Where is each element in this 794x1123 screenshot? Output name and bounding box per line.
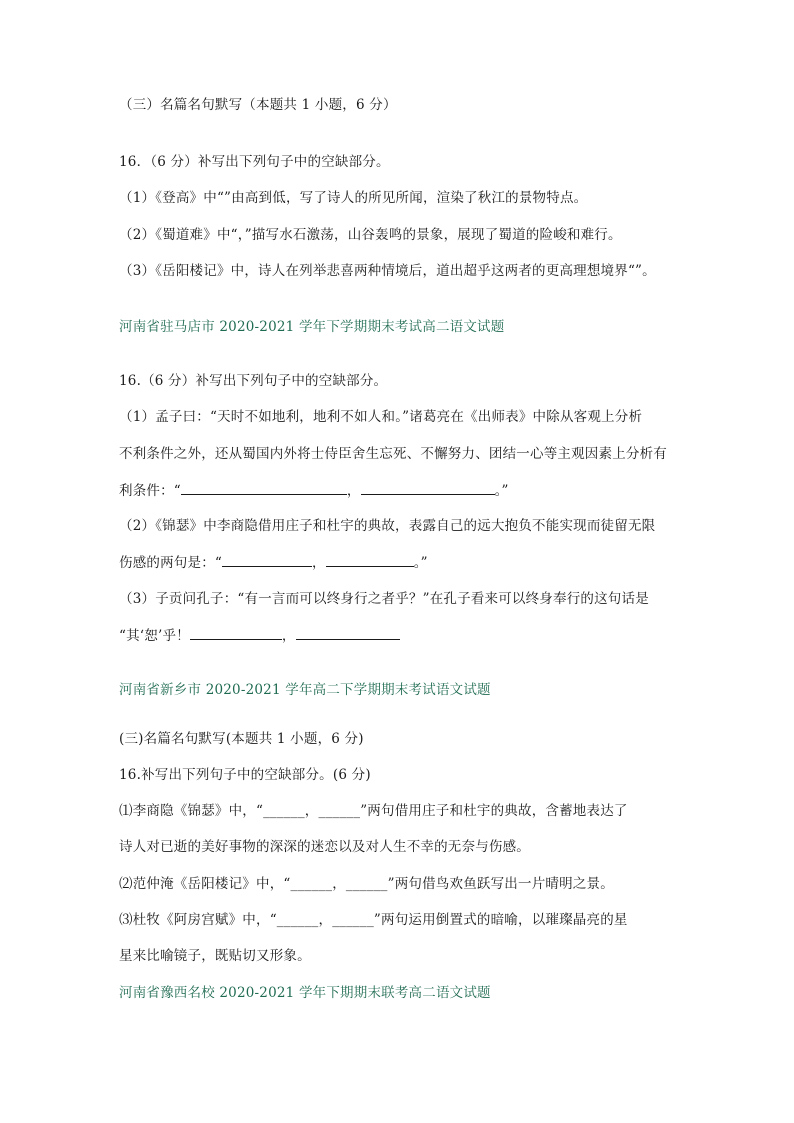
answer-blank[interactable] — [190, 626, 282, 640]
section3-source: 河南省豫西名校 2020-2021 学年下期期末联考高二语文试题 — [119, 985, 491, 1001]
section2-item-2-separator: ， — [312, 555, 326, 571]
answer-blank[interactable] — [222, 553, 312, 567]
section3-item-2: ⑵范仲淹《岳阳楼记》中，“______，______”两句借鸟欢鱼跃写出一片晴明之景。 — [119, 876, 614, 892]
section3-item-3-line-2: 星来比喻镜子，既贴切又形象。 — [119, 948, 311, 964]
answer-blank[interactable] — [181, 481, 347, 495]
section1-item-3: （3）《岳阳楼记》中，诗人在列举悲喜两种情境后，道出超乎这两者的更高理想境界“”。 — [119, 263, 656, 279]
section2-source: 河南省新乡市 2020-2021 学年高二下学期期末考试语文试题 — [119, 682, 491, 698]
section3-item-3-line-1: ⑶杜牧《阿房宫赋》中，“______，______”两句运用倒置式的暗喻，以璀璨晶亮的星 — [119, 912, 628, 928]
section2-item-3-line-1: （3）子贡问孔子：“有一言而可以终身行之者乎？”在孔子看来可以终身奉行的这句话是 — [119, 591, 649, 607]
section3-item-1-line-1: ⑴李商隐《锦瑟》中，“______，______”两句借用庄子和杜宇的典故，含蓄地表达了 — [119, 803, 628, 819]
section2-item-2-prefix: 伤感的两句是：“ — [119, 555, 223, 571]
section2-item-2-suffix: 。” — [413, 555, 428, 571]
answer-blank[interactable] — [361, 481, 495, 495]
section2-item-3-line-2 — [119, 626, 400, 645]
section1-source: 河南省驻马店市 2020-2021 学年下学期期末考试高二语文试题 — [119, 319, 505, 335]
section2-item-1-separator: ， — [346, 483, 361, 499]
section2-item-1-line-3 — [119, 481, 509, 500]
section1-item-1: （1）《登高》中“”由高到低，写了诗人的所见所闻，渲染了秋江的景物特点。 — [119, 190, 588, 206]
section1-heading: （三）名篇名句默写（本题共 1 小题，6 分） — [119, 97, 397, 113]
section1-question-stem: 16．（6 分）补写出下列句子中的空缺部分。 — [119, 154, 390, 170]
answer-blank[interactable] — [296, 626, 400, 640]
section3-item-1-line-2: 诗人对已逝的美好事物的深深的迷恋以及对人生不幸的无奈与伤感。 — [119, 839, 530, 855]
section3-heading: (三)名篇名句默写(本题共 1 小题，6 分) — [119, 731, 364, 747]
section2-item-3-prefix: “其‘恕’乎！ — [119, 628, 190, 644]
section2-item-1-line-1: （1）孟子曰：“天时不如地利，地利不如人和。”诸葛亮在《出师表》中除从客观上分析 — [119, 409, 643, 425]
section2-item-2-line-2 — [119, 553, 428, 572]
section3-question-stem: 16.补写出下列句子中的空缺部分。(6 分) — [119, 767, 371, 783]
section2-item-3-separator: ， — [281, 628, 296, 644]
section2-item-2-line-1: （2）《锦瑟》中李商隐借用庄子和杜宇的典故，表露自己的远大抱负不能实现而徒留无限 — [119, 518, 656, 534]
section2-question-stem: 16.（6 分）补写出下列句子中的空缺部分。 — [119, 373, 388, 389]
section2-item-1-line-2: 不利条件之外，还从蜀国内外将士侍臣舍生忘死、不懈努力、团结一心等主观因素上分析有 — [119, 446, 667, 462]
section2-item-1-prefix: 利条件：“ — [119, 483, 181, 499]
section2-item-1-suffix: 。” — [494, 483, 509, 499]
answer-blank[interactable] — [326, 553, 414, 567]
section1-item-2: （2）《蜀道难》中“，”描写水石激荡，山谷轰鸣的景象，展现了蜀道的险峻和难行。 — [119, 227, 622, 243]
